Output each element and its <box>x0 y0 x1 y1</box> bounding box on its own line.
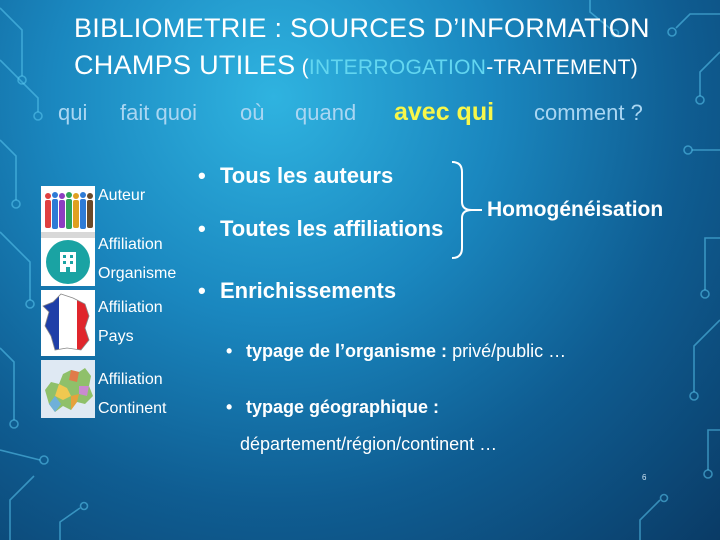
homogeneisation-label: Homogénéisation <box>487 198 664 221</box>
title-line-2-main: CHAMPS UTILES <box>74 50 296 80</box>
question-ou: où <box>240 100 265 125</box>
question-fait-quoi: fait quoi <box>120 100 198 125</box>
bullet-enrichissements <box>198 278 396 304</box>
sub-bullet-typage-geographique <box>226 397 439 418</box>
bullet-dot: • <box>198 163 206 188</box>
label-affiliation-pays-1: Affiliation <box>98 299 163 316</box>
label-affiliation-organisme-1: Affiliation <box>98 236 163 253</box>
people-icon <box>41 183 95 241</box>
label-affiliation-continent-2: Continent <box>98 400 167 417</box>
typage-geographique-bold: typage géographique : <box>246 397 440 417</box>
france-flag-map-icon <box>41 290 95 356</box>
title-rest: -TRAITEMENT) <box>486 56 638 79</box>
title-line-1: BIBLIOMETRIE : SOURCES D’INFORMATION <box>74 13 650 43</box>
bullet-dot: • <box>198 216 206 241</box>
question-avec-qui: avec qui <box>394 98 495 126</box>
typage-geographique-detail: département/région/continent … <box>240 434 498 454</box>
bullet-auteurs-text: Tous les auteurs <box>220 163 394 188</box>
sub-bullet-typage-organisme <box>226 341 566 362</box>
label-affiliation-continent-1: Affiliation <box>98 371 163 388</box>
label-affiliation-pays-2: Pays <box>98 328 134 345</box>
bullet-affiliations-text: Toutes les affiliations <box>220 216 444 241</box>
bullet-enrichissements-text: Enrichissements <box>220 278 397 303</box>
building-icon <box>41 238 95 286</box>
bullet-affiliations <box>198 216 443 242</box>
typage-organisme-bold: typage de l’organisme : <box>246 341 448 361</box>
typage-organisme-rest: privé/public … <box>447 341 567 361</box>
question-comment: comment ? <box>534 100 643 125</box>
label-affiliation-organisme-2: Organisme <box>98 265 177 282</box>
sub-bullet-dot: • <box>226 397 233 417</box>
title-highlight: INTERROGATION <box>308 56 487 79</box>
bullet-dot: • <box>198 278 206 303</box>
question-quand: quand <box>295 100 357 125</box>
bracket-icon <box>448 160 482 260</box>
title-line-2 <box>74 47 650 86</box>
title-paren-open: ( <box>295 56 309 79</box>
sub-bullet-dot: • <box>226 341 233 361</box>
page-number: 6 <box>642 473 647 482</box>
bullet-auteurs <box>198 163 393 189</box>
question-qui: qui <box>58 100 88 125</box>
label-auteur: Auteur <box>98 187 146 204</box>
europe-map-icon <box>41 360 95 418</box>
slide-title <box>74 10 650 86</box>
